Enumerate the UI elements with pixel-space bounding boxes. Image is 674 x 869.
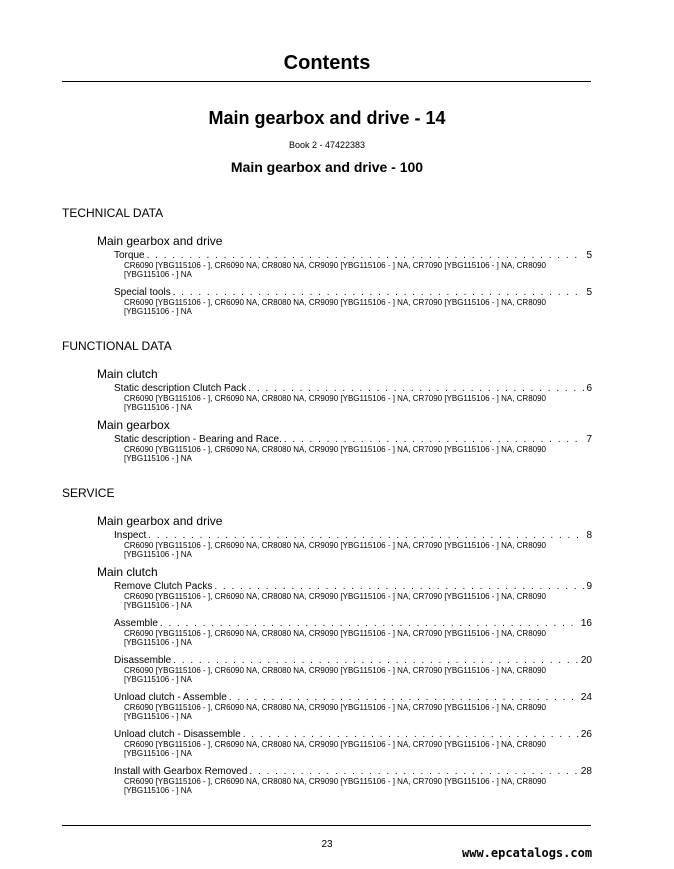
applicable-models: CR6090 [YBG115106 - ], CR6090 NA, CR8080 NA, CR9090 [YBG115106 - ] NA, CR7090 [YBG115106 - ] NA, CR8090 [YBG115106 - ] NA — [124, 666, 546, 684]
toc-entry-line — [114, 581, 592, 592]
dot-leader — [147, 250, 585, 261]
toc-entry-line — [114, 655, 592, 666]
toc-entry-title: Remove Clutch Packs — [114, 581, 213, 592]
toc-entry-title: Inspect — [114, 530, 147, 541]
toc-entry-title: Static description - Bearing and Race. — [114, 434, 282, 445]
module-title: Main gearbox and drive - 14 — [208, 108, 446, 128]
toc-entry-title: Assemble — [114, 618, 158, 629]
applicable-models: CR6090 [YBG115106 - ], CR6090 NA, CR8080 NA, CR9090 [YBG115106 - ] NA, CR7090 [YBG115106 - ] NA, CR8090 [YBG115106 - ] NA — [124, 298, 546, 316]
toc-entry[interactable] — [114, 655, 592, 684]
applicable-models: CR6090 [YBG115106 - ], CR6090 NA, CR8080 NA, CR9090 [YBG115106 - ] NA, CR7090 [YBG115106 - ] NA, CR8090 [YBG115106 - ] NA — [124, 740, 546, 758]
page-number: 23 — [321, 839, 333, 850]
toc-entry[interactable] — [114, 250, 592, 279]
dot-leader — [284, 434, 585, 445]
toc-entry-title: Unload clutch - Disassemble — [114, 729, 241, 740]
toc-entry-title: Static description Clutch Pack — [114, 383, 247, 394]
section-heading: SERVICE — [62, 486, 115, 500]
section-heading: FUNCTIONAL DATA — [62, 339, 172, 353]
group-heading: Main gearbox and drive — [97, 234, 223, 248]
group-heading: Main gearbox and drive — [97, 514, 223, 528]
toc-entry-line — [114, 287, 592, 298]
dot-leader — [214, 581, 584, 592]
toc-entry[interactable] — [114, 618, 592, 647]
toc-entry-line — [114, 618, 592, 629]
bottom-rule — [62, 825, 591, 826]
toc-entry[interactable] — [114, 766, 592, 795]
applicable-models: CR6090 [YBG115106 - ], CR6090 NA, CR8080 NA, CR9090 [YBG115106 - ] NA, CR7090 [YBG115106 - ] NA, CR8090 [YBG115106 - ] NA — [124, 592, 546, 610]
toc-entry-line — [114, 434, 592, 445]
toc-entry-page: 24 — [580, 692, 592, 703]
dot-leader — [173, 287, 585, 298]
applicable-models: CR6090 [YBG115106 - ], CR6090 NA, CR8080 NA, CR9090 [YBG115106 - ] NA, CR7090 [YBG115106 - ] NA, CR8090 [YBG115106 - ] NA — [124, 703, 546, 721]
dot-leader — [249, 766, 578, 777]
toc-entry[interactable] — [114, 729, 592, 758]
toc-entry-page: 16 — [580, 618, 592, 629]
toc-entry[interactable] — [114, 530, 592, 559]
toc-entry-title: Unload clutch - Assemble — [114, 692, 227, 703]
toc-entry-title: Special tools — [114, 287, 171, 298]
dot-leader — [148, 530, 584, 541]
toc-entry-page: 8 — [586, 530, 592, 541]
toc-entry-page: 20 — [580, 655, 592, 666]
dot-leader — [160, 618, 579, 629]
applicable-models: CR6090 [YBG115106 - ], CR6090 NA, CR8080 NA, CR9090 [YBG115106 - ] NA, CR7090 [YBG115106 - ] NA, CR8090 [YBG115106 - ] NA — [124, 261, 546, 279]
applicable-models: CR6090 [YBG115106 - ], CR6090 NA, CR8080 NA, CR9090 [YBG115106 - ] NA, CR7090 [YBG115106 - ] NA, CR8090 [YBG115106 - ] NA — [124, 445, 546, 463]
toc-entry-page: 28 — [580, 766, 592, 777]
toc-entry[interactable] — [114, 581, 592, 610]
toc-entry[interactable] — [114, 692, 592, 721]
toc-entry-page: 6 — [586, 383, 592, 394]
watermark: www.epcatalogs.com — [462, 846, 593, 860]
section-heading: TECHNICAL DATA — [62, 206, 164, 220]
sub-module-title: Main gearbox and drive - 100 — [230, 159, 424, 175]
toc-entry-title: Disassemble — [114, 655, 172, 666]
toc-entry[interactable] — [114, 287, 592, 316]
toc-entry-title: Torque — [114, 250, 145, 261]
toc-entry-line — [114, 729, 592, 740]
group-heading: Main clutch — [97, 367, 158, 381]
table-of-contents — [62, 206, 592, 795]
dot-leader — [229, 692, 579, 703]
toc-entry-page: 7 — [586, 434, 592, 445]
dot-leader — [243, 729, 579, 740]
toc-entry-page: 26 — [580, 729, 592, 740]
toc-entry-line — [114, 766, 592, 777]
toc-entry-title: Install with Gearbox Removed — [114, 766, 248, 777]
applicable-models: CR6090 [YBG115106 - ], CR6090 NA, CR8080 NA, CR9090 [YBG115106 - ] NA, CR7090 [YBG115106 - ] NA, CR8090 [YBG115106 - ] NA — [124, 777, 546, 795]
toc-entry-line — [114, 692, 592, 703]
toc-entry[interactable] — [114, 383, 592, 412]
contents-title: Contents — [283, 52, 371, 74]
toc-entry-page: 5 — [586, 287, 592, 298]
group-heading: Main gearbox — [97, 418, 170, 432]
toc-entry-line — [114, 383, 592, 394]
book-reference: Book 2 - 47422383 — [288, 140, 366, 150]
applicable-models: CR6090 [YBG115106 - ], CR6090 NA, CR8080 NA, CR9090 [YBG115106 - ] NA, CR7090 [YBG115106 - ] NA, CR8090 [YBG115106 - ] NA — [124, 629, 546, 647]
dot-leader — [173, 655, 579, 666]
toc-entry-line — [114, 530, 592, 541]
toc-entry-page: 5 — [586, 250, 592, 261]
dot-leader — [248, 383, 584, 394]
toc-entry[interactable] — [114, 434, 592, 463]
group-heading: Main clutch — [97, 565, 158, 579]
applicable-models: CR6090 [YBG115106 - ], CR6090 NA, CR8080 NA, CR9090 [YBG115106 - ] NA, CR7090 [YBG115106 - ] NA, CR8090 [YBG115106 - ] NA — [124, 394, 546, 412]
toc-entry-line — [114, 250, 592, 261]
applicable-models: CR6090 [YBG115106 - ], CR6090 NA, CR8080 NA, CR9090 [YBG115106 - ] NA, CR7090 [YBG115106 - ] NA, CR8090 [YBG115106 - ] NA — [124, 541, 546, 559]
top-rule — [62, 81, 591, 82]
toc-entry-page: 9 — [586, 581, 592, 592]
